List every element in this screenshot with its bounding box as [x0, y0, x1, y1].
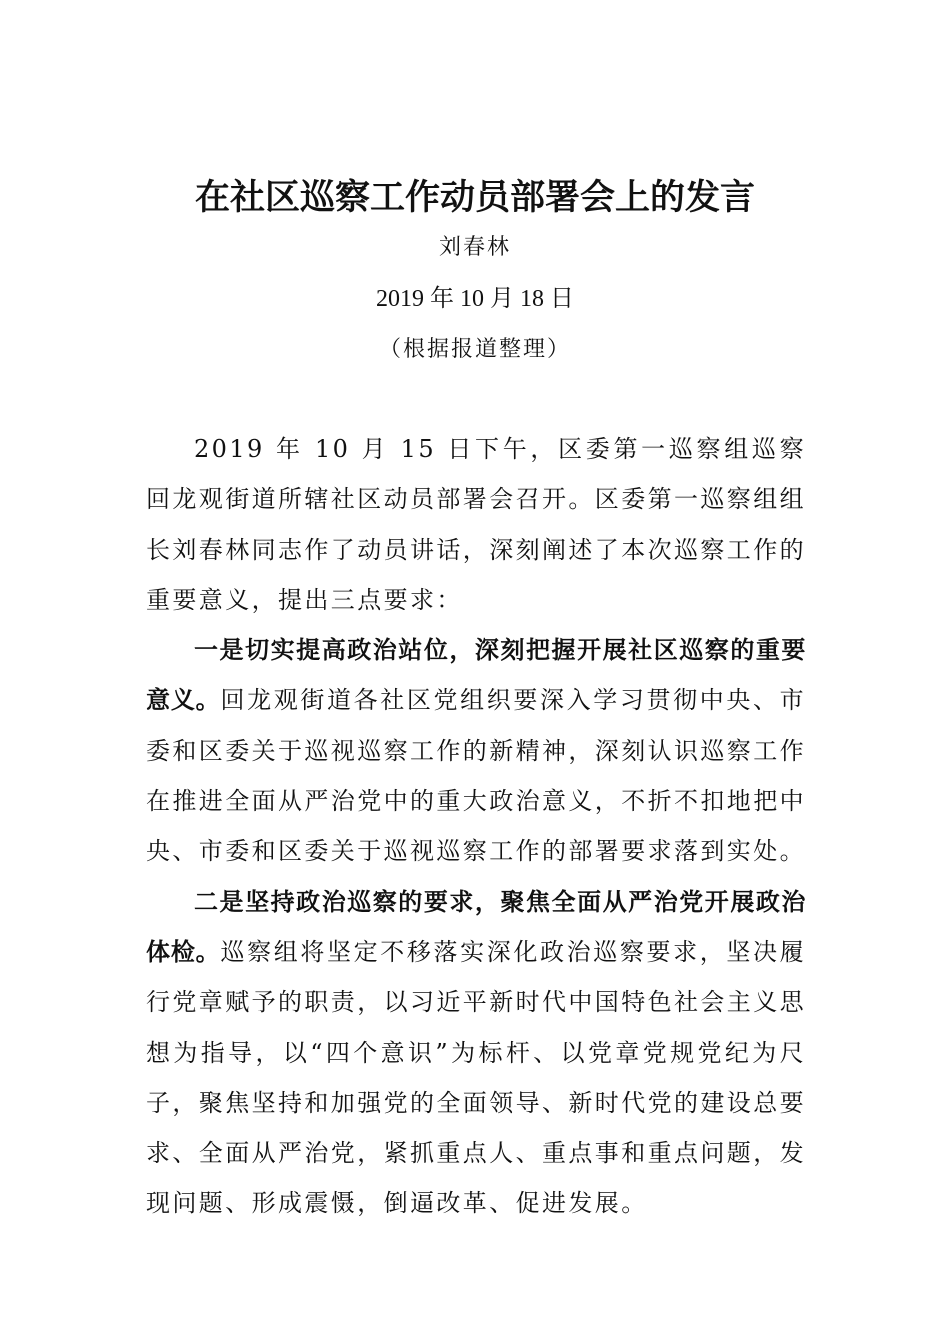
document-date: 2019 年 10 月 18 日: [376, 286, 574, 312]
document-body: [146, 424, 806, 1229]
paragraph-point-two: [146, 877, 806, 1229]
paragraph-text: 巡察组将坚定不移落实深化政治巡察要求，坚决履行党章赋予的职责，以习近平新时代中国特色社会主义思想为指导，以“四个意识”为标杆、以党章党规党纪为尺子，聚焦坚持和加强党的全面领导、新时代党的建设总要求、全面从严治党，紧抓重点人、重点事和重点问题，发现问题、形成震慑，倒逼改革、促进发展。: [146, 937, 806, 1218]
paragraph-lead: 二是坚持政治巡察的要求，聚焦全面从严治党开展政治体检。: [146, 887, 806, 966]
document-title: 在社区巡察工作动员部署会上的发言: [194, 177, 755, 218]
source-note: （根据报道整理）: [378, 337, 571, 362]
paragraph-intro: [146, 424, 806, 625]
paragraph-lead: 一是切实提高政治站位，深刻把握开展社区巡察的重要意义。: [146, 636, 806, 715]
author-name: 刘春林: [438, 235, 511, 260]
paragraph-text: 回龙观街道各社区党组织要深入学习贯彻中央、市委和区委关于巡视巡察工作的新精神，深刻认识巡察工作在推进全面从严治党中的重大政治意义，不折不扣地把中央、市委和区委关于巡视巡察工作的部署要求落到实处。: [146, 686, 806, 866]
paragraph-point-one: [146, 625, 806, 876]
paragraph-text: 2019 年 10 月 15 日下午，区委第一巡察组巡察回龙观街道所辖社区动员部署会召开。区委第一巡察组组长刘春林同志作了动员讲话，深刻阐述了本次巡察工作的重要意义，提出三点要求：: [146, 435, 806, 614]
